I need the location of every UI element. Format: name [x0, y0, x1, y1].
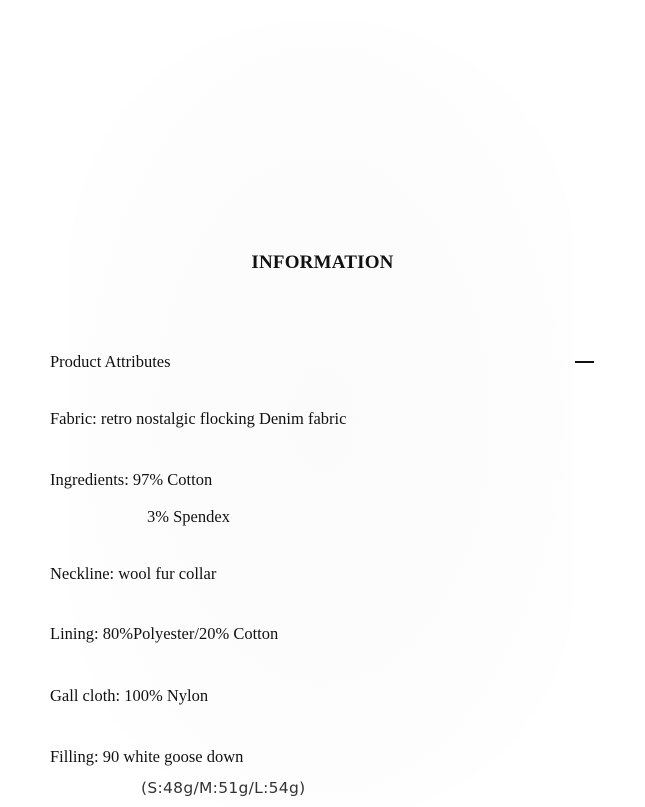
attribute-ingredients-continued: 3% Spendex	[147, 507, 230, 526]
section-header-product-attributes[interactable]: Product Attributes	[50, 352, 171, 371]
attribute-fabric: Fabric: retro nostalgic flocking Denim fabric	[50, 409, 347, 428]
attribute-lining: Lining: 80%Polyester/20% Cotton	[50, 624, 279, 643]
page-title: INFORMATION	[251, 252, 394, 273]
attribute-ingredients: Ingredients: 97% Cotton	[50, 470, 213, 489]
minus-icon[interactable]	[575, 361, 594, 363]
attribute-filling-weights: (S:48g/M:51g/L:54g)	[141, 779, 306, 797]
attribute-neckline: Neckline: wool fur collar	[50, 564, 217, 583]
attribute-filling: Filling: 90 white goose down	[50, 747, 244, 766]
attribute-gall-cloth: Gall cloth: 100% Nylon	[50, 686, 209, 705]
